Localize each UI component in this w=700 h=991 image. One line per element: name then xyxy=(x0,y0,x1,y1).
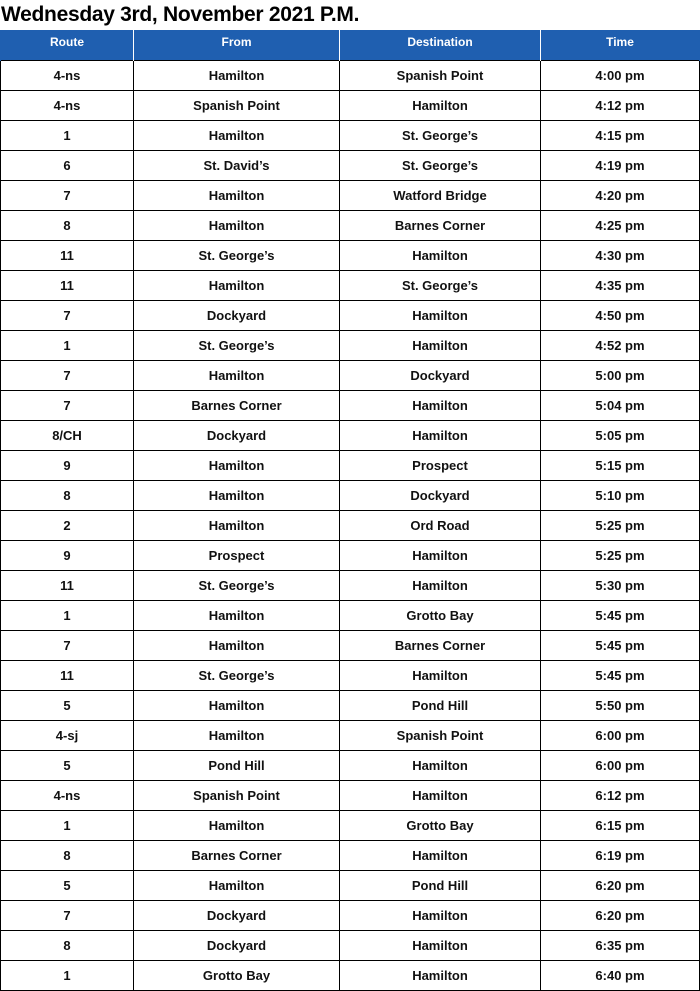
from-cell: St. George’s xyxy=(134,241,340,271)
route-cell: 8 xyxy=(1,931,134,961)
time-cell: 6:40 pm xyxy=(541,961,700,991)
time-cell: 5:15 pm xyxy=(541,451,700,481)
time-cell: 5:45 pm xyxy=(541,631,700,661)
route-cell: 6 xyxy=(1,151,134,181)
from-cell: Barnes Corner xyxy=(134,841,340,871)
destination-cell: Spanish Point xyxy=(340,61,541,91)
route-cell: 1 xyxy=(1,121,134,151)
destination-cell: St. George’s xyxy=(340,271,541,301)
destination-cell: Hamilton xyxy=(340,241,541,271)
destination-cell: Hamilton xyxy=(340,751,541,781)
route-cell: 5 xyxy=(1,691,134,721)
from-cell: Hamilton xyxy=(134,811,340,841)
time-cell: 4:20 pm xyxy=(541,181,700,211)
destination-cell: Hamilton xyxy=(340,571,541,601)
table-body xyxy=(1,61,700,991)
from-cell: Grotto Bay xyxy=(134,961,340,991)
table-row xyxy=(1,661,700,691)
table-row xyxy=(1,721,700,751)
time-cell: 5:30 pm xyxy=(541,571,700,601)
table-row xyxy=(1,301,700,331)
route-cell: 4-ns xyxy=(1,61,134,91)
destination-cell: Hamilton xyxy=(340,661,541,691)
route-cell: 11 xyxy=(1,241,134,271)
route-cell: 1 xyxy=(1,961,134,991)
from-cell: Hamilton xyxy=(134,721,340,751)
destination-cell: Ord Road xyxy=(340,511,541,541)
from-cell: Spanish Point xyxy=(134,91,340,121)
table-row xyxy=(1,841,700,871)
destination-cell: Grotto Bay xyxy=(340,811,541,841)
time-cell: 5:50 pm xyxy=(541,691,700,721)
from-cell: Hamilton xyxy=(134,451,340,481)
destination-cell: Barnes Corner xyxy=(340,211,541,241)
route-cell: 9 xyxy=(1,451,134,481)
time-cell: 5:05 pm xyxy=(541,421,700,451)
destination-cell: Hamilton xyxy=(340,91,541,121)
destination-cell: Hamilton xyxy=(340,841,541,871)
time-cell: 6:15 pm xyxy=(541,811,700,841)
column-header-destination: Destination xyxy=(340,30,541,61)
route-cell: 7 xyxy=(1,361,134,391)
destination-cell: Hamilton xyxy=(340,391,541,421)
from-cell: Dockyard xyxy=(134,421,340,451)
from-cell: Hamilton xyxy=(134,481,340,511)
destination-cell: Hamilton xyxy=(340,781,541,811)
from-cell: Dockyard xyxy=(134,901,340,931)
table-row xyxy=(1,61,700,91)
time-cell: 5:00 pm xyxy=(541,361,700,391)
time-cell: 6:19 pm xyxy=(541,841,700,871)
table-row xyxy=(1,751,700,781)
route-cell: 8/CH xyxy=(1,421,134,451)
route-cell: 5 xyxy=(1,751,134,781)
route-cell: 4-ns xyxy=(1,781,134,811)
route-cell: 1 xyxy=(1,811,134,841)
from-cell: Dockyard xyxy=(134,931,340,961)
table-row xyxy=(1,271,700,301)
from-cell: Prospect xyxy=(134,541,340,571)
destination-cell: Pond Hill xyxy=(340,871,541,901)
time-cell: 4:50 pm xyxy=(541,301,700,331)
route-cell: 1 xyxy=(1,331,134,361)
table-row xyxy=(1,331,700,361)
from-cell: Hamilton xyxy=(134,361,340,391)
from-cell: Hamilton xyxy=(134,61,340,91)
table-row xyxy=(1,391,700,421)
destination-cell: Hamilton xyxy=(340,901,541,931)
table-row xyxy=(1,121,700,151)
table-row xyxy=(1,541,700,571)
destination-cell: Hamilton xyxy=(340,301,541,331)
from-cell: St. David’s xyxy=(134,151,340,181)
route-cell: 4-ns xyxy=(1,91,134,121)
destination-cell: St. George’s xyxy=(340,151,541,181)
time-cell: 6:20 pm xyxy=(541,901,700,931)
route-cell: 7 xyxy=(1,181,134,211)
time-cell: 6:20 pm xyxy=(541,871,700,901)
destination-cell: Dockyard xyxy=(340,481,541,511)
from-cell: Hamilton xyxy=(134,631,340,661)
table-row xyxy=(1,631,700,661)
time-cell: 5:45 pm xyxy=(541,601,700,631)
table-row xyxy=(1,901,700,931)
destination-cell: Pond Hill xyxy=(340,691,541,721)
table-row xyxy=(1,421,700,451)
column-header-from: From xyxy=(134,30,340,61)
time-cell: 4:25 pm xyxy=(541,211,700,241)
route-cell: 8 xyxy=(1,841,134,871)
from-cell: Dockyard xyxy=(134,301,340,331)
destination-cell: Hamilton xyxy=(340,331,541,361)
table-row xyxy=(1,961,700,991)
route-cell: 8 xyxy=(1,211,134,241)
table-row xyxy=(1,211,700,241)
route-cell: 11 xyxy=(1,271,134,301)
table-row xyxy=(1,601,700,631)
time-cell: 6:12 pm xyxy=(541,781,700,811)
time-cell: 6:00 pm xyxy=(541,751,700,781)
table-row xyxy=(1,811,700,841)
time-cell: 4:15 pm xyxy=(541,121,700,151)
time-cell: 4:35 pm xyxy=(541,271,700,301)
table-row xyxy=(1,91,700,121)
route-cell: 2 xyxy=(1,511,134,541)
table-row xyxy=(1,931,700,961)
route-cell: 11 xyxy=(1,661,134,691)
route-cell: 7 xyxy=(1,631,134,661)
bus-schedule-table xyxy=(0,30,700,991)
page-title: Wednesday 3rd, November 2021 P.M. xyxy=(1,3,360,26)
time-cell: 4:30 pm xyxy=(541,241,700,271)
table-row xyxy=(1,871,700,901)
time-cell: 5:25 pm xyxy=(541,541,700,571)
destination-cell: Hamilton xyxy=(340,931,541,961)
time-cell: 5:45 pm xyxy=(541,661,700,691)
from-cell: St. George’s xyxy=(134,571,340,601)
destination-cell: Prospect xyxy=(340,451,541,481)
from-cell: Barnes Corner xyxy=(134,391,340,421)
destination-cell: Grotto Bay xyxy=(340,601,541,631)
time-cell: 5:10 pm xyxy=(541,481,700,511)
table-row xyxy=(1,511,700,541)
time-cell: 5:04 pm xyxy=(541,391,700,421)
from-cell: Pond Hill xyxy=(134,751,340,781)
from-cell: Hamilton xyxy=(134,211,340,241)
time-cell: 4:52 pm xyxy=(541,331,700,361)
from-cell: Hamilton xyxy=(134,121,340,151)
destination-cell: Watford Bridge xyxy=(340,181,541,211)
time-cell: 5:25 pm xyxy=(541,511,700,541)
from-cell: St. George’s xyxy=(134,661,340,691)
route-cell: 11 xyxy=(1,571,134,601)
time-cell: 4:19 pm xyxy=(541,151,700,181)
table-header-row xyxy=(1,30,700,61)
from-cell: St. George’s xyxy=(134,331,340,361)
from-cell: Hamilton xyxy=(134,181,340,211)
destination-cell: Hamilton xyxy=(340,541,541,571)
destination-cell: St. George’s xyxy=(340,121,541,151)
destination-cell: Hamilton xyxy=(340,421,541,451)
from-cell: Hamilton xyxy=(134,691,340,721)
route-cell: 7 xyxy=(1,901,134,931)
time-cell: 4:12 pm xyxy=(541,91,700,121)
route-cell: 4-sj xyxy=(1,721,134,751)
time-cell: 6:00 pm xyxy=(541,721,700,751)
time-cell: 4:00 pm xyxy=(541,61,700,91)
table-row xyxy=(1,241,700,271)
table-row xyxy=(1,181,700,211)
time-cell: 6:35 pm xyxy=(541,931,700,961)
from-cell: Spanish Point xyxy=(134,781,340,811)
from-cell: Hamilton xyxy=(134,871,340,901)
from-cell: Hamilton xyxy=(134,511,340,541)
destination-cell: Barnes Corner xyxy=(340,631,541,661)
table-row xyxy=(1,781,700,811)
column-header-time: Time xyxy=(541,30,700,61)
route-cell: 7 xyxy=(1,391,134,421)
destination-cell: Spanish Point xyxy=(340,721,541,751)
from-cell: Hamilton xyxy=(134,271,340,301)
table-row xyxy=(1,361,700,391)
destination-cell: Hamilton xyxy=(340,961,541,991)
destination-cell: Dockyard xyxy=(340,361,541,391)
table-row xyxy=(1,571,700,601)
route-cell: 9 xyxy=(1,541,134,571)
route-cell: 5 xyxy=(1,871,134,901)
route-cell: 7 xyxy=(1,301,134,331)
table-row xyxy=(1,451,700,481)
table-row xyxy=(1,481,700,511)
route-cell: 8 xyxy=(1,481,134,511)
column-header-route: Route xyxy=(1,30,134,61)
table-row xyxy=(1,151,700,181)
from-cell: Hamilton xyxy=(134,601,340,631)
route-cell: 1 xyxy=(1,601,134,631)
table-row xyxy=(1,691,700,721)
